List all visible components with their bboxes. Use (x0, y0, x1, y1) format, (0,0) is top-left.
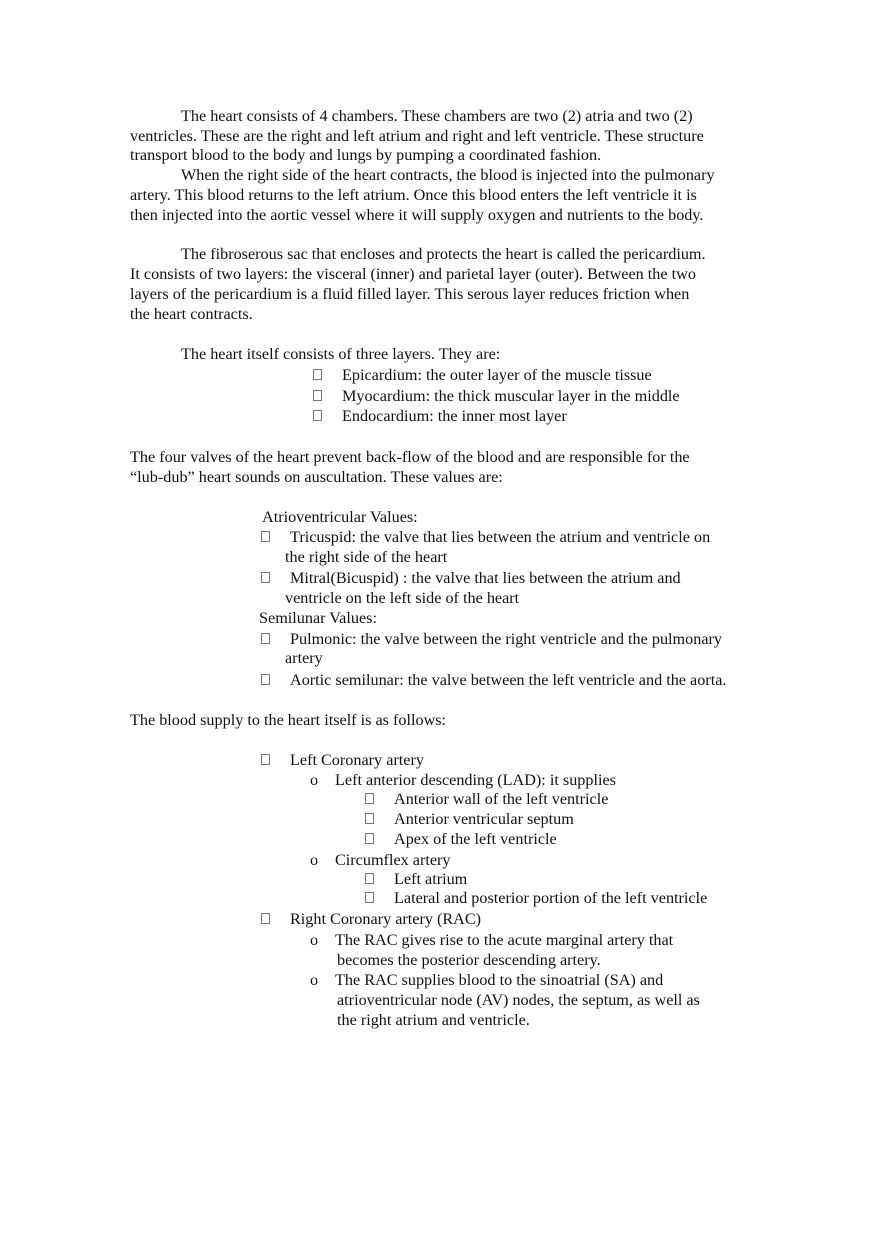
rac-item-2-line-1: The RAC supplies blood to the sinoatrial (SA) and (335, 971, 664, 989)
valve-tricuspid-line-2: the right side of the heart (285, 548, 448, 566)
bullet-box-icon (261, 754, 270, 765)
bullet-box-icon (365, 813, 374, 824)
lad-label: Left anterior descending (LAD): it supplies (335, 771, 616, 789)
circumflex-item-1: Left atrium (394, 870, 468, 888)
sub-bullet-marker: o (310, 851, 319, 869)
valves-intro-line-2: “lub-dub” heart sounds on auscultation. These values are: (130, 468, 503, 486)
lad-item-2: Anterior ventricular septum (394, 810, 574, 828)
chambers-p1-line-3: transport blood to the body and lungs by pumping a coordinated fashion. (130, 146, 602, 164)
chambers-p1-line-2: ventricles. These are the right and left atrium and right and left ventricle. These structure (130, 127, 704, 145)
bullet-box-icon (261, 572, 270, 583)
sub-bullet-marker: o (310, 931, 319, 949)
lad-item-3: Apex of the left ventricle (394, 830, 557, 848)
bullet-box-icon (365, 793, 374, 804)
layers-intro: The heart itself consists of three layers. They are: (181, 345, 501, 363)
bullet-box-icon (365, 833, 374, 844)
bullet-box-icon (313, 390, 322, 401)
layer-item-epicardium: Epicardium: the outer layer of the muscle tissue (342, 366, 652, 384)
bullet-box-icon (365, 873, 374, 884)
sub-bullet-marker: o (310, 971, 319, 989)
pericardium-line-1: The fibroserous sac that encloses and protects the heart is called the pericardium. (181, 245, 706, 263)
bullet-box-icon (261, 913, 270, 924)
valves-intro-line-1: The four valves of the heart prevent back-flow of the blood and are responsible for the (130, 448, 690, 466)
valve-mitral-line-2: ventricle on the left side of the heart (285, 589, 520, 607)
bullet-box-icon (261, 633, 270, 644)
rac-item-2-line-2: atrioventricular node (AV) nodes, the septum, as well as (337, 991, 700, 1009)
semilunar-heading: Semilunar Values: (259, 609, 377, 627)
layer-item-endocardium: Endocardium: the inner most layer (342, 407, 567, 425)
circumflex-label: Circumflex artery (335, 851, 451, 869)
pericardium-line-4: the heart contracts. (130, 305, 253, 323)
valve-tricuspid-line-1: Tricuspid: the valve that lies between the atrium and ventricle on (290, 528, 711, 546)
right-coronary-label: Right Coronary artery (RAC) (290, 910, 482, 928)
chambers-p2-line-1: When the right side of the heart contracts, the blood is injected into the pulmonary (181, 166, 715, 184)
valve-mitral-line-1: Mitral(Bicuspid) : the valve that lies between the atrium and (290, 569, 681, 587)
bullet-box-icon (261, 531, 270, 542)
chambers-p2-line-3: then injected into the aortic vessel where it will supply oxygen and nutrients to the body. (130, 206, 704, 224)
left-coronary-label: Left Coronary artery (290, 751, 424, 769)
bullet-box-icon (313, 369, 322, 380)
valve-pulmonic-line-1: Pulmonic: the valve between the right ventricle and the pulmonary (290, 630, 722, 648)
chambers-p2-line-2: artery. This blood returns to the left atrium. Once this blood enters the left ventricle it is (130, 186, 697, 204)
layer-item-myocardium: Myocardium: the thick muscular layer in the middle (342, 387, 680, 405)
bullet-box-icon (261, 674, 270, 685)
lad-item-1: Anterior wall of the left ventricle (394, 790, 609, 808)
pericardium-line-2: It consists of two layers: the visceral (inner) and parietal layer (outer). Between the two (130, 265, 696, 283)
atrioventricular-heading: Atrioventricular Values: (262, 508, 418, 526)
rac-item-1-line-1: The RAC gives rise to the acute marginal artery that (335, 931, 674, 949)
circumflex-item-2: Lateral and posterior portion of the left ventricle (394, 889, 708, 907)
rac-item-1-line-2: becomes the posterior descending artery. (337, 951, 601, 969)
sub-bullet-marker: o (310, 771, 319, 789)
blood-supply-intro: The blood supply to the heart itself is as follows: (130, 711, 447, 729)
valve-pulmonic-line-2: artery (285, 649, 323, 667)
pericardium-line-3: layers of the pericardium is a fluid filled layer. This serous layer reduces friction when (130, 285, 690, 303)
valve-aortic-line-1: Aortic semilunar: the valve between the left ventricle and the aorta. (290, 671, 727, 689)
bullet-box-icon (313, 410, 322, 421)
bullet-box-icon (365, 892, 374, 903)
chambers-p1-line-1: The heart consists of 4 chambers. These chambers are two (2) atria and two (2) (181, 107, 693, 125)
rac-item-2-line-3: the right atrium and ventricle. (337, 1011, 530, 1029)
